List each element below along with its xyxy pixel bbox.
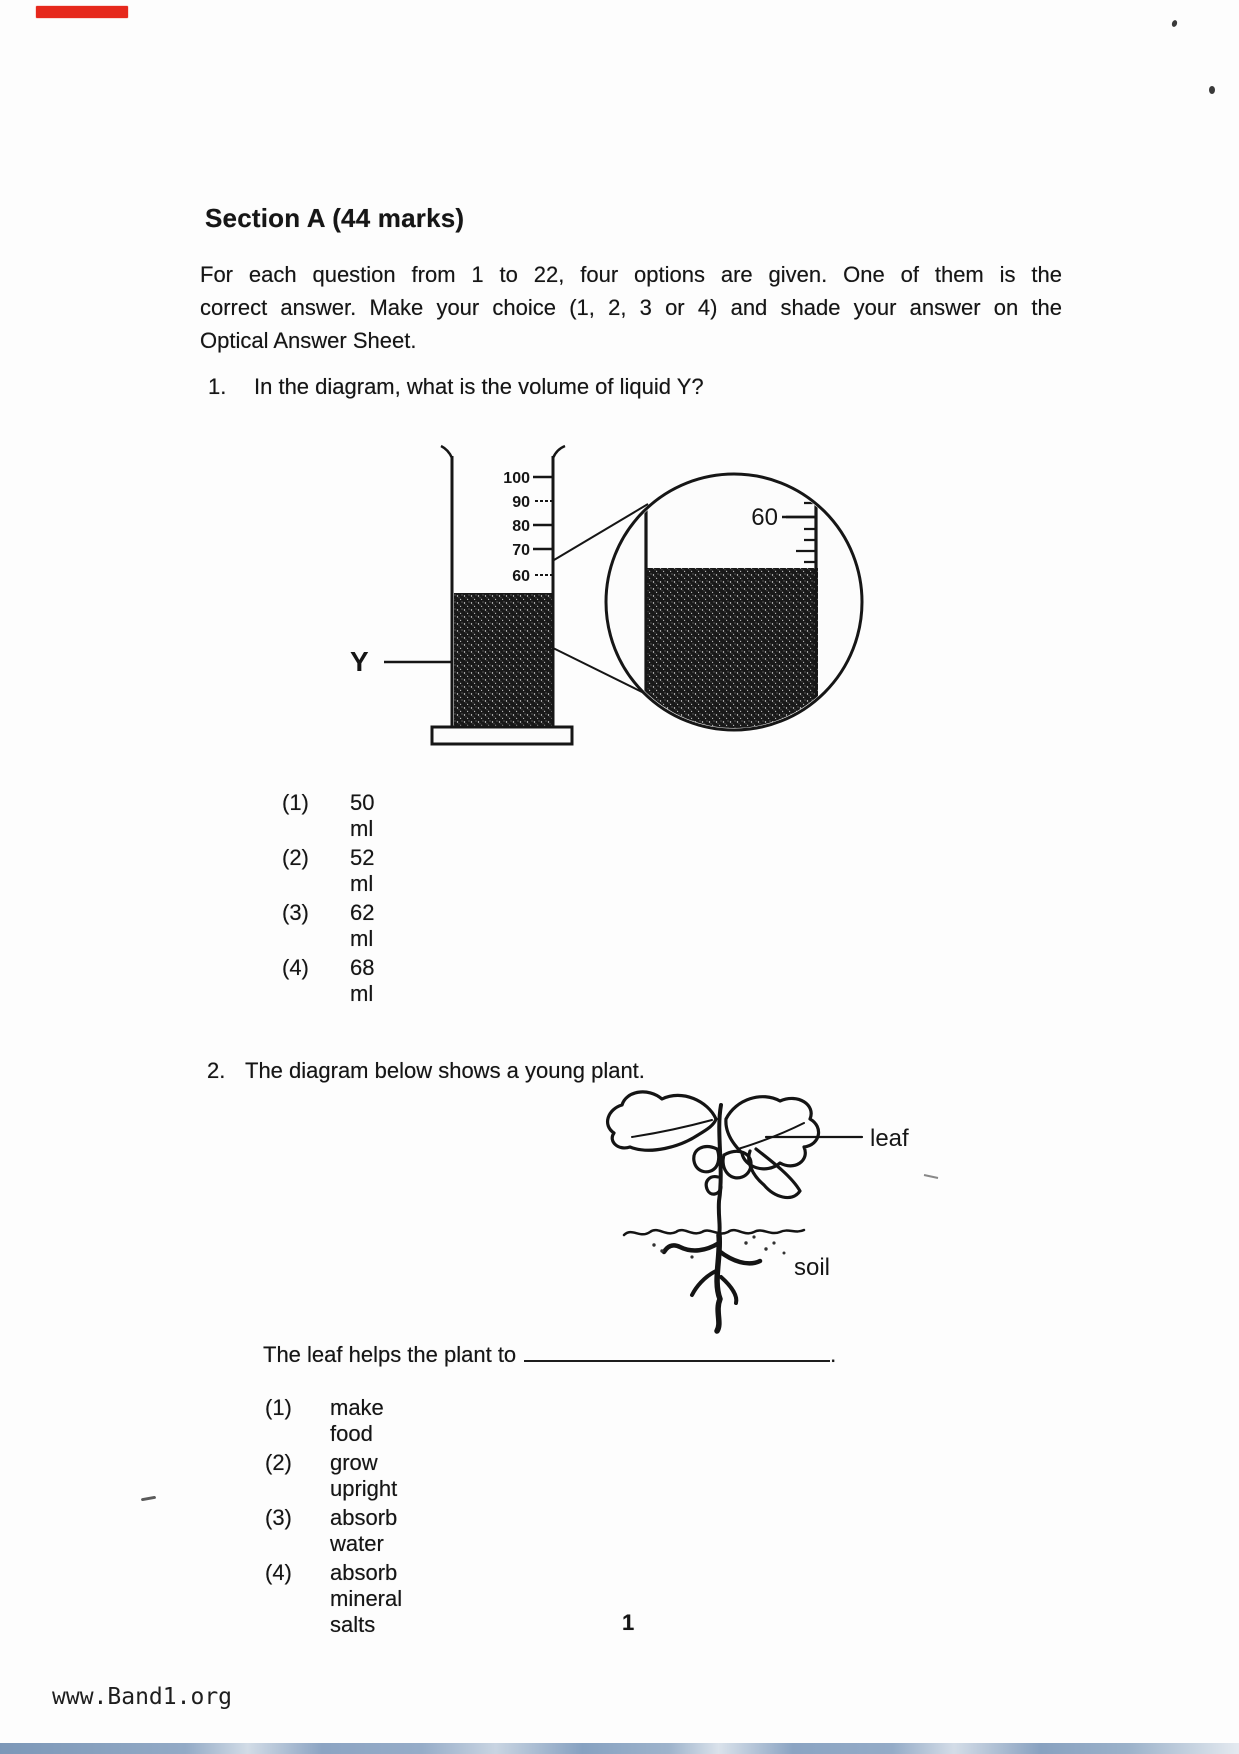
page-number: 1 <box>622 1610 635 1635</box>
liquid-y-fill <box>454 593 552 727</box>
section-title <box>205 203 464 234</box>
instructions-line-1: For each question from 1 to 22, four options are given. One of them is the <box>200 262 1062 287</box>
magnified-60-label: 60 <box>751 504 778 531</box>
instructions <box>200 258 1062 357</box>
q1-text: In the diagram, what is the volume of liquid Y? <box>254 374 704 399</box>
option-label: absorb water <box>330 1505 398 1556</box>
option-label: 62 ml <box>350 900 375 951</box>
option-number: (2) <box>282 845 309 870</box>
scan-dash <box>924 1175 938 1178</box>
cylinder-rim-left <box>441 446 452 458</box>
plant-root <box>721 1277 736 1303</box>
plant-small-leaf <box>723 1151 751 1178</box>
scan-artifact-red-bar <box>36 6 128 18</box>
option-label: 68 ml <box>350 955 375 1006</box>
leaf-label: leaf <box>870 1125 909 1152</box>
q2-text: The diagram below shows a young plant. <box>245 1058 645 1083</box>
option-number: (4) <box>282 955 309 980</box>
plant-root <box>664 1243 719 1252</box>
plant-leaf-left <box>608 1092 716 1150</box>
scale-label-60: 60 <box>512 568 530 585</box>
scan-margin-dash <box>141 1496 156 1502</box>
instructions-line-3: Optical Answer Sheet. <box>200 328 417 353</box>
answer-blank-line <box>524 1340 830 1362</box>
q2-stem-period: . <box>830 1342 837 1367</box>
q2-number: 2. <box>207 1058 226 1083</box>
measuring-cylinder-diagram <box>330 440 890 760</box>
q2-stem-sentence <box>263 1340 836 1368</box>
section-title-text: Section A (44 marks) <box>205 203 465 233</box>
option-number: (1) <box>282 790 309 815</box>
scan-speck <box>1171 19 1178 27</box>
q2-stem-text: The leaf helps the plant to <box>263 1342 517 1367</box>
soil-line <box>624 1230 804 1235</box>
scale-label-80: 80 <box>512 518 530 535</box>
plant-small-leaf <box>694 1147 719 1172</box>
instructions-line-2: correct answer. Make your choice (1, 2, 3 or 4) and shade your answer on the <box>200 295 1062 320</box>
option-label: grow upright <box>330 1450 398 1501</box>
cylinder-base <box>432 727 572 744</box>
option-label: 50 ml <box>350 790 375 841</box>
plant-root <box>719 1251 760 1263</box>
option-number: (3) <box>282 900 309 925</box>
soil-label: soil <box>794 1254 831 1281</box>
option-label: 52 ml <box>350 845 375 896</box>
plant-root <box>692 1271 716 1295</box>
liquid-y-label: Y <box>350 646 369 677</box>
option-number: (2) <box>265 1450 292 1475</box>
option-number: (1) <box>265 1395 292 1420</box>
scale-label-90: 90 <box>512 494 530 511</box>
option-label: make food <box>330 1395 384 1446</box>
watermark-url: www.Band1.org <box>52 1684 233 1710</box>
option-number: (4) <box>265 1560 292 1585</box>
plant-stem <box>719 1105 721 1235</box>
option-label: absorb mineral salts <box>330 1560 403 1637</box>
scan-artifact-bottom-bar <box>0 1743 1239 1754</box>
option-number: (3) <box>265 1505 292 1530</box>
cylinder-rim-right <box>553 446 565 458</box>
q1-number: 1. <box>208 374 227 399</box>
young-plant-diagram <box>598 1085 1028 1335</box>
plant-leaf-lobe <box>749 1149 800 1198</box>
scan-speck <box>1209 86 1215 94</box>
scale-label-70: 70 <box>512 542 530 559</box>
scale-label-100: 100 <box>503 470 530 487</box>
plant-leaf-right <box>726 1097 819 1169</box>
